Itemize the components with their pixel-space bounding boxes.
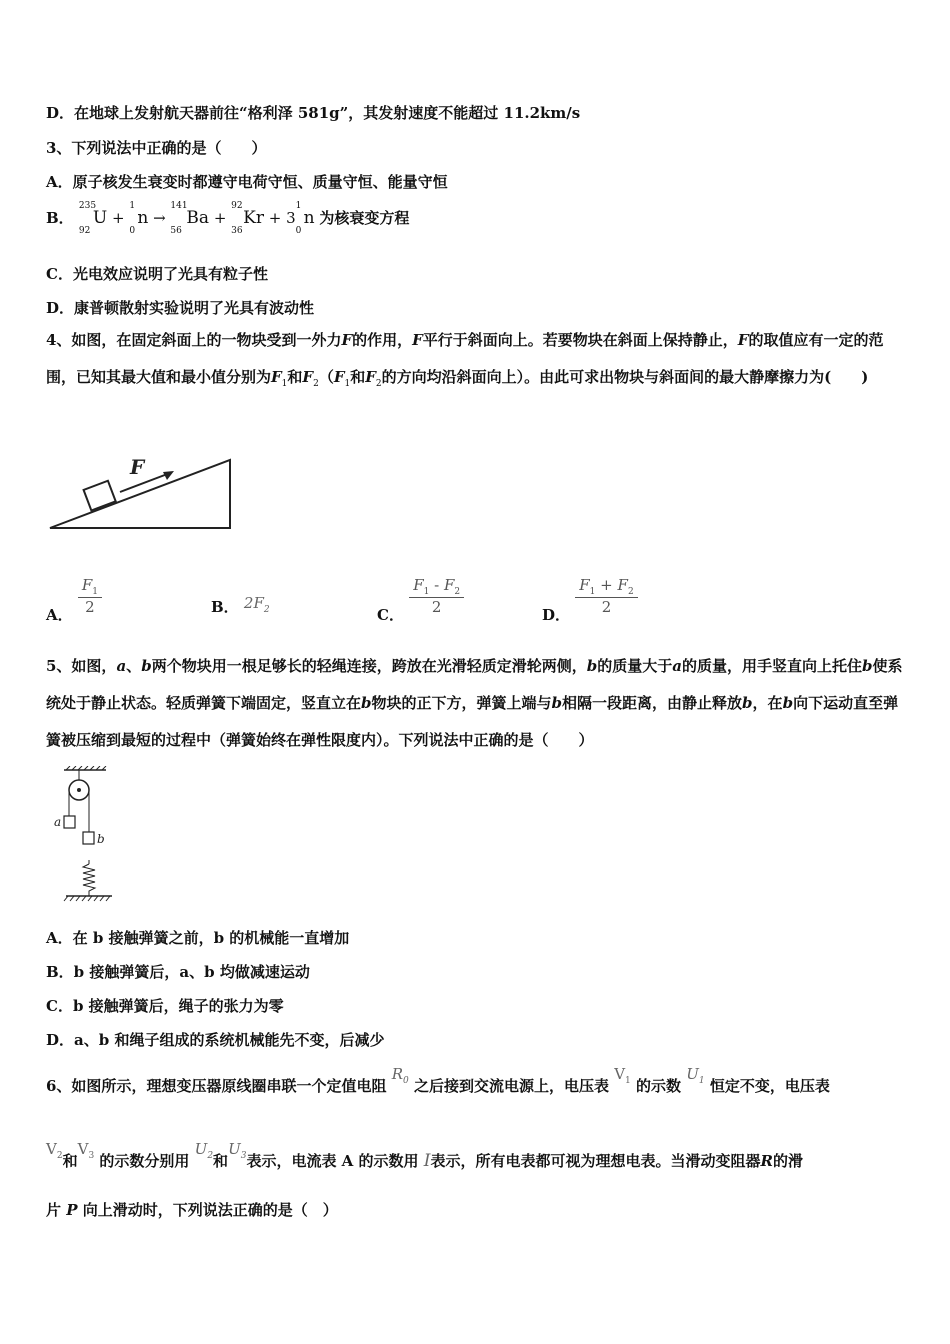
q4-option-c: C． $\frac{F_1 - F_2}{2}$ xyxy=(377,576,464,616)
q4-option-d: D． $\frac{F_1 + F_2}{2}$ xyxy=(542,576,638,616)
q3-stem: 3、下列说法中正确的是（ ） xyxy=(46,139,267,157)
q5-option-b: B．b 接触弹簧后，a、b 均做减速运动 xyxy=(46,963,310,981)
q6-line-1: 6、如图所示，理想变压器原线圈串联一个定值电阻 $R_0$ 之后接到交流电源上，电压表 $V_1$ 的示数 $U_1$ 恒定不变，电压表 xyxy=(46,1065,830,1095)
q4-stem: 4、如图，在固定斜面上的一物块受到一外力F的作用，F平行于斜面向上。若要物块在斜面上保持静止，F的取值应有一定的范围，已知其最大值和最小值分别为$F_1$和$F_2(F_1$和$F_2$的方向均沿斜面向上）。由此可求出物块与斜面间的最大静摩擦力为( ) xyxy=(46,331,884,389)
q5-option-c: C．b 接触弹簧后，绳子的张力为零 xyxy=(46,997,284,1015)
incline-figure xyxy=(46,452,236,534)
q3-option-b-tail: 为核衰变方程 xyxy=(319,209,410,227)
q2-option-d: D．在地球上发射航天器前往“格利泽 581g”，其发射速度不能超过 11.2km/s xyxy=(46,104,581,122)
nuclear-equation: 235 92 U + 1 0 n → 141 56 Ba + 92 36 Kr + 3 1 0 n xyxy=(78,201,315,236)
q3-option-c: C．光电效应说明了光具有粒子性 xyxy=(46,265,268,283)
q5-stem: 5、如图，a、b两个物块用一根足够长的轻绳连接，跨放在光滑轻质定滑轮两侧，b的质量大于a的质量，用手竖直向上托住b使系统处于静止状态。轻质弹簧下端固定，竖直立在b物块的正下方，弹簧上端与b相隔一段距离，由静止释放b，在b向下运动直至弹簧被压缩到最短的过程中（弹簧始终在弹性限度内）。下列说法中正确的是（ ） xyxy=(46,657,903,749)
force-label: F xyxy=(130,455,145,479)
q3-option-d: D．康普顿散射实验说明了光具有波动性 xyxy=(46,299,315,317)
q3-option-b xyxy=(46,201,410,236)
block-a-label: a xyxy=(54,815,62,829)
block-b-label: b xyxy=(97,832,105,846)
q3-option-a: A．原子核发生衰变时都遵守电荷守恒、质量守恒、能量守恒 xyxy=(46,173,448,191)
q3-option-b-label: B． xyxy=(46,209,74,227)
q6-line-3: 片 P 向上滑动时，下列说法正确的是（ ） xyxy=(46,1201,338,1219)
q6-line-2: $V_2$和$V_3$ 的示数分别用 $U_2$和$U_3$表示，电流表 A 的示数用 I表示，所有电表都可视为理想电表。当滑动变阻器R的滑 xyxy=(46,1140,803,1171)
pulley-spring-figure xyxy=(50,766,120,904)
q4-option-a: A． $\frac{F_1}{2}$ xyxy=(46,576,102,616)
q4-option-b: B． $2F_2$ xyxy=(211,594,270,616)
q5-option-d: D．a、b 和绳子组成的系统机械能先不变，后减少 xyxy=(46,1031,385,1049)
q5-option-a: A．在 b 接触弹簧之前，b 的机械能一直增加 xyxy=(46,929,350,947)
